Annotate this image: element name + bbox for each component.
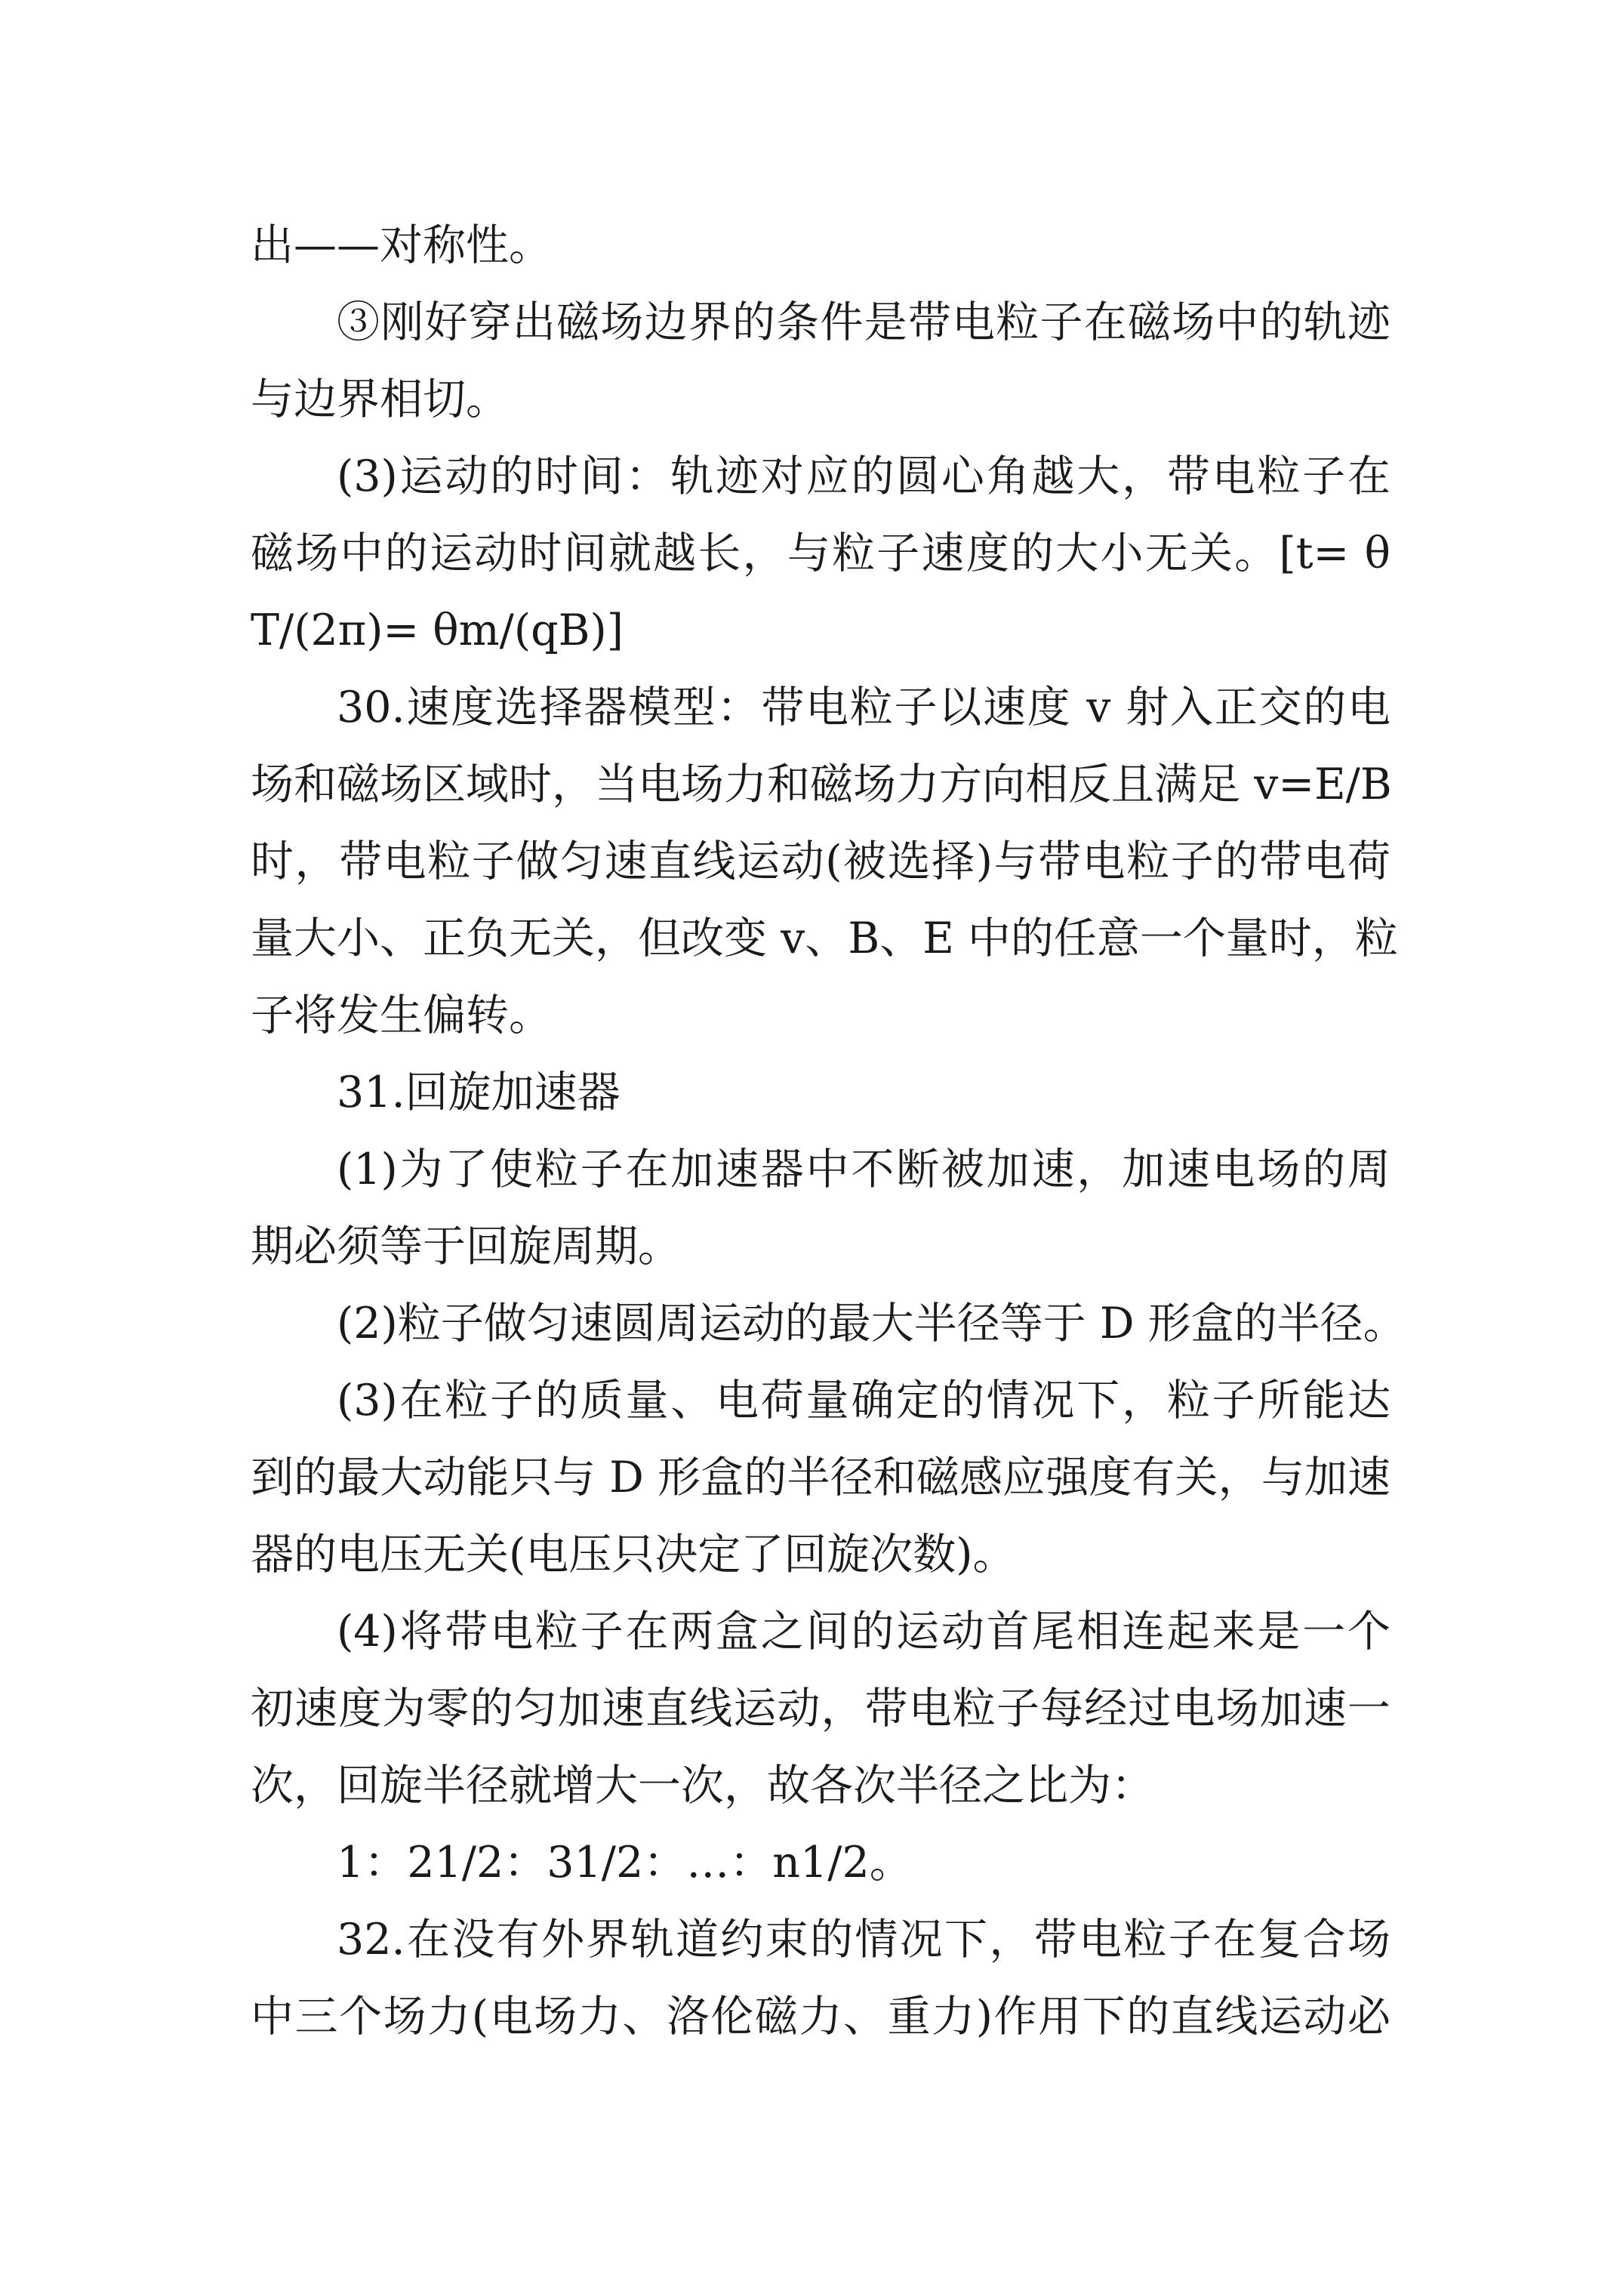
text-line: 中三个场力(电场力、洛伦磁力、重力)作用下的直线运动必 bbox=[251, 1992, 1390, 2042]
text-line: (1)为了使粒子在加速器中不断被加速，加速电场的周 bbox=[337, 1145, 1390, 1194]
text-line: 到的最大动能只与 D 形盒的半径和磁感应强度有关，与加速 bbox=[251, 1453, 1390, 1502]
text-line: 期必须等于回旋周期。 bbox=[251, 1222, 681, 1271]
text-line: 子将发生偏转。 bbox=[251, 991, 552, 1040]
text-line: (3)运动的时间：轨迹对应的圆心角越大，带电粒子在 bbox=[337, 451, 1390, 501]
text-line: (4)将带电粒子在两盒之间的运动首尾相连起来是一个 bbox=[337, 1607, 1390, 1657]
text-line: 次，回旋半径就增大一次，故各次半径之比为： bbox=[251, 1761, 1154, 1811]
text-line: 量大小、正负无关，但改变 v、B、E 中的任意一个量时，粒 bbox=[251, 914, 1398, 963]
text-line: (2)粒子做匀速圆周运动的最大半径等于 D 形盒的半径。 bbox=[337, 1299, 1406, 1348]
text-line: ③刚好穿出磁场边界的条件是带电粒子在磁场中的轨迹 bbox=[337, 297, 1390, 347]
text-line: (3)在粒子的质量、电荷量确定的情况下，粒子所能达 bbox=[337, 1376, 1390, 1425]
text-line: 磁场中的运动时间就越长，与粒子速度的大小无关。[t= θ bbox=[251, 529, 1390, 578]
text-line: T/(2π)= θm/(qB)] bbox=[251, 606, 624, 655]
text-line: 与边界相切。 bbox=[251, 374, 509, 424]
text-line: 时，带电粒子做匀速直线运动(被选择)与带电粒子的带电荷 bbox=[251, 837, 1390, 886]
text-line: 场和磁场区域时，当电场力和磁场力方向相反且满足 v=E/B bbox=[251, 760, 1392, 809]
formula-line: 1：21/2：31/2：…：n1/2。 bbox=[337, 1838, 913, 1888]
text-line: 32.在没有外界轨道约束的情况下，带电粒子在复合场 bbox=[337, 1915, 1390, 1965]
text-line: 出——对称性。 bbox=[251, 220, 552, 270]
text-line: 初速度为零的匀加速直线运动，带电粒子每经过电场加速一 bbox=[251, 1684, 1390, 1734]
text-line: 30.速度选择器模型：带电粒子以速度 v 射入正交的电 bbox=[337, 683, 1390, 732]
section-heading: 31.回旋加速器 bbox=[337, 1068, 621, 1117]
text-line: 器的电压无关(电压只决定了回旋次数)。 bbox=[251, 1530, 1016, 1579]
